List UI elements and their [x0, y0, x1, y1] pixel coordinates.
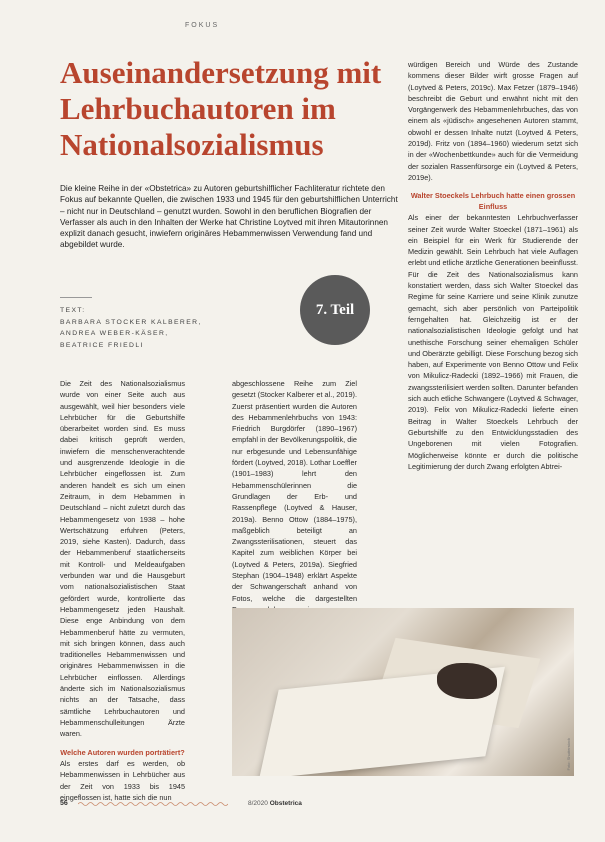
page-number: 56	[60, 800, 68, 807]
credits-author: BARBARA STOCKER KALBERER,	[60, 318, 202, 326]
body-paragraph: abgeschlossene Reihe zum Ziel gesetzt (Stocker Kalberer et al., 2019). Zuerst präsentiert wurden die Autoren des Hebammenlehrbuchs von 1943: Friedrich Burgdörfer (1890–1967) empfahl in der Bevölkerungspolitik, die nur erbgesunde und Lebensunfähige fördert (Loytved, 2018). Lothar Loeffler (1901–1983) lehrt den Hebammenschülerinnen die Grundlagen der Erb- und Rassenpflege (Loytved & Hauser, 2019a). Benno Ottow (1884–1975), maßgeblich beteiligt an Zwangssterilisationen, steuert das Kapitel zum weiblichen Körper bei (Loytved & Peters, 2019a). Siegfried Stephan (1904–1948) erklärt Aspekte der Schwangerschaft anhand von Fotos, welche die dargestellten	[232, 379, 357, 603]
credits-label: TEXT:	[60, 307, 86, 314]
author-credits	[60, 305, 260, 351]
series-part-badge: 7. Teil	[300, 275, 370, 345]
issue-number: 8/2020	[248, 800, 268, 807]
article-photo	[232, 608, 574, 776]
photo-credit: Foto: Shutterstock	[566, 737, 571, 770]
credits-author: ANDREA WEBER-KÄSER,	[60, 330, 169, 337]
divider	[60, 297, 92, 298]
subheading: Walter Stoeckels Lehrbuch hatte einen grossen Einfluss	[410, 191, 576, 211]
magazine-footer	[248, 800, 302, 807]
text-column-3	[408, 59, 578, 472]
credits-author: BEATRICE FRIEDLI	[60, 341, 144, 349]
text-column-1	[60, 378, 185, 803]
subheading: Welche Autoren wurden porträtiert?	[60, 747, 185, 757]
article-headline: Auseinandersetzung mit Lehrbuchautoren im Nationalsozialismus	[60, 55, 382, 162]
article-lead: Die kleine Reihe in der «Obstetrica» zu Autoren geburtshilflicher Fachliteratur richtete den Fokus auf bekannte Quellen, die zwischen 1933 und 1945 für den geburtshilflichen Unterricht – nicht nur in Deutschland – genutzt wurden. Sowohl in den beruflichen Biografien der Verfasser als auch in den Inhalten der Werke hat Christine Loytved mit ihren Mitautorinnen explizit danach gesucht, inwiefern originäres Hebammenwissen Verwendung fand und abgebildet wurde.	[60, 184, 398, 250]
body-paragraph: Als einer der bekanntesten Lehrbuchverfasser seiner Zeit wurde Walter Stoeckel (1871–1961) als ein Beispiel für ein Werk für Studierende der Medizin gewählt. Sein Lehrbuch hat viele Auflagen erlebt und etliche ärztliche Generationen beeinflusst. Für die Zeit des Nationalsozialismus kann konstatiert werden, dass sich Walter Stoeckel das Regime für seine Karriere und seine Klinik zunutze gemacht, sich aber persönlich von Parteipolitik ferngehalten hat. Gleichzeitig ist er der nationalsozialistischen Ideologie gefolgt und hat unethische Forschung seiner ehemaligen Schüler und Oberärzte gebilligt. Diese Forschung bezog sich haben, auf Experimente von Benno Ottow und Felix von Mikulicz-Radecki (1892–1966) mit Frauen, die zwangssterilisiert werden sollten. Darunter befanden sich auch etliche Schwangere (Loytved & Schwager, 2019). Felix von Mikulicz-Radecki lieferte einen Beitrag in Walter Stoeckels Lehrbuch der Geburtshilfe zu den Entwicklungsstadien des Ungeborenen mit vielen Fotografien. Möglicherweise könnte er durch die politische Legitimierung der durch Zwang erfolgten Abtrei-	[408, 213, 578, 471]
footer-wave-decoration	[78, 801, 228, 807]
body-paragraph: Die Zeit des Nationalsozialismus wurde von einer Seite auch aus ausgewählt, weil hier besonders viele Lehrbücher für die Geburtshilfe überarbeitet worden sind. Es muss dabei kritisch geprüft werden, inwiefern die menschenverachtende und ausgrenzende Ideologie in die Lehrbücher eingeflossen ist. Zum anderen handelt es sich um einen Zeitraum, in dem Hebammen in Deutschland – nicht zuletzt durch das Hebammengesetz von 1938 – hohe Wertschätzung erfuhren (Peters, 2019, siehe Kasten). Dadurch, dass der Hebammenberuf staatlicherseits mit Kontroll- und Meldeaufgaben verbunden war und die Hausgeburt vom nationalsozialistischen Staat gefördert wurde, kontrollierte das Hebammengesetz jeden Haushalt. Diese enge Anbindung von dem Hebammenberuf hätte zu vermuten, mit sich bringen können, dass auch traditionelles Hebammenwissen und originäres Hebammenwissen in die Lehrbücher einflossen. Allerdings änderte sich im Nationalsozialismus nichts an der Tatsache, dass sämtliche Lehrbuchautoren und Hebammenschulleitungen Ärzte waren.	[60, 379, 185, 739]
section-rubric: FOKUS	[185, 22, 220, 29]
photo-hand-shape	[437, 663, 497, 699]
body-paragraph: würdigen Bereich und Würde des Zustande kommens dieser Bilder wirft grosse Fragen auf (Loytved & Peters, 2019c). Max Fetzer (1879–1946) beschreibt die Geburt und erwähnt nicht mit den Vorgängerwerk des Hebammenlehrbuches, das von einem als «jüdisch» angesehenen Autoren stammt, obwohl er dessen Inhalte nutzt (Loytved & Peters, 2019d). Fritz von (1894–1960) wiederum setzt sich in der «Wochenbettkunde» auch für die Vermeidung der sozialen Rassenfürsorge ein (Loytved & Peters, 2019e).	[408, 60, 578, 182]
body-paragraph: Als erstes darf es werden, ob Hebammenwissen in Lehrbücher aus der Zeit von 1933 bis 1945 eingeflossen ist, hatte sich die nun	[60, 759, 185, 802]
magazine-name: Obstetrica	[269, 800, 302, 807]
text-column-2	[232, 378, 357, 615]
